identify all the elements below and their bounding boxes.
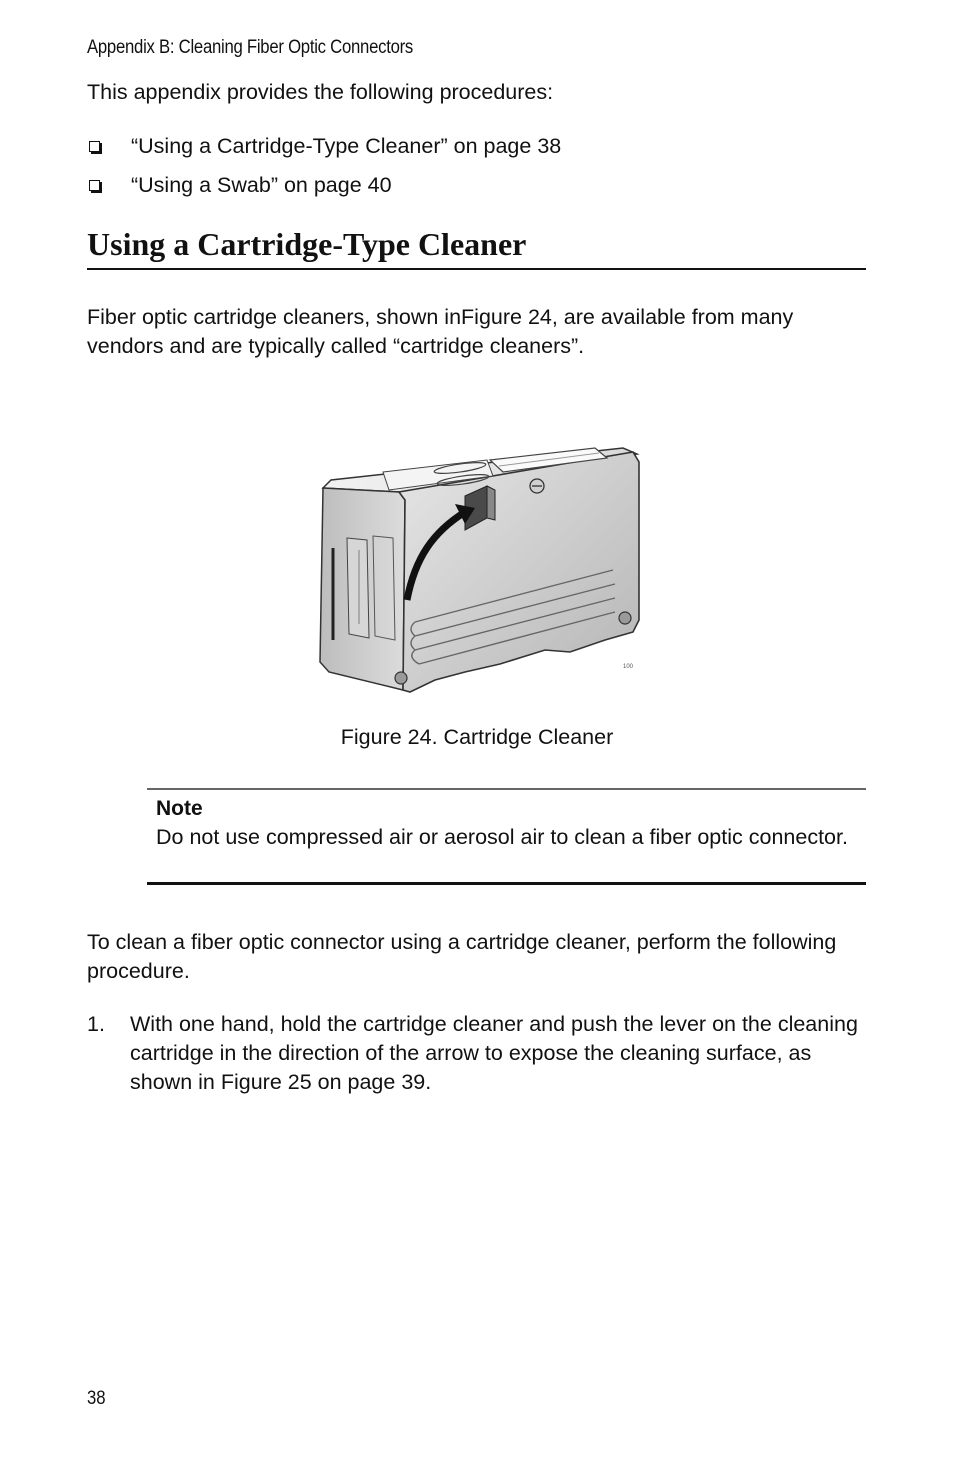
box-bullet-icon <box>89 141 100 152</box>
procedure-intro: To clean a fiber optic connector using a cartridge cleaner, perform the following procedure. <box>87 930 837 983</box>
note-text: Do not use compressed air or aerosol air to clean a fiber optic connector. <box>156 825 848 849</box>
box-bullet-icon <box>89 180 100 191</box>
page-number: 38 <box>87 1388 106 1409</box>
list-item <box>87 1010 867 1097</box>
step-number: 1. <box>87 1012 105 1036</box>
note-title: Note <box>156 797 203 820</box>
steps-list <box>87 1010 867 1097</box>
figure-caption: Figure 24. Cartridge Cleaner <box>340 725 614 749</box>
cartridge-cleaner-illustration <box>315 440 645 702</box>
procedure-link-text: “Using a Swab” on page 40 <box>131 173 392 197</box>
procedure-link-text: “Using a Cartridge-Type Cleaner” on page 38 <box>131 134 562 158</box>
step-text: With one hand, hold the cartridge cleaner and push the lever on the cleaning cartridge in the direction of the arrow to expose the cleaning surface, as shown in Figure 25 on page 39. <box>130 1012 858 1094</box>
cartridge-cleaner-figure <box>315 440 645 702</box>
list-item <box>87 127 561 166</box>
art-id-label: 100 <box>623 664 634 670</box>
note-box <box>147 788 866 885</box>
section-paragraph: Fiber optic cartridge cleaners, shown inFigure 24, are available from many vendors and are typically called “cartridge cleaners”. <box>87 305 794 358</box>
running-header: Appendix B: Cleaning Fiber Optic Connectors <box>87 37 414 58</box>
procedure-list <box>87 127 561 205</box>
intro-text: This appendix provides the following procedures: <box>87 80 554 104</box>
section-title: Using a Cartridge-Type Cleaner <box>87 226 866 270</box>
list-item <box>87 166 561 205</box>
